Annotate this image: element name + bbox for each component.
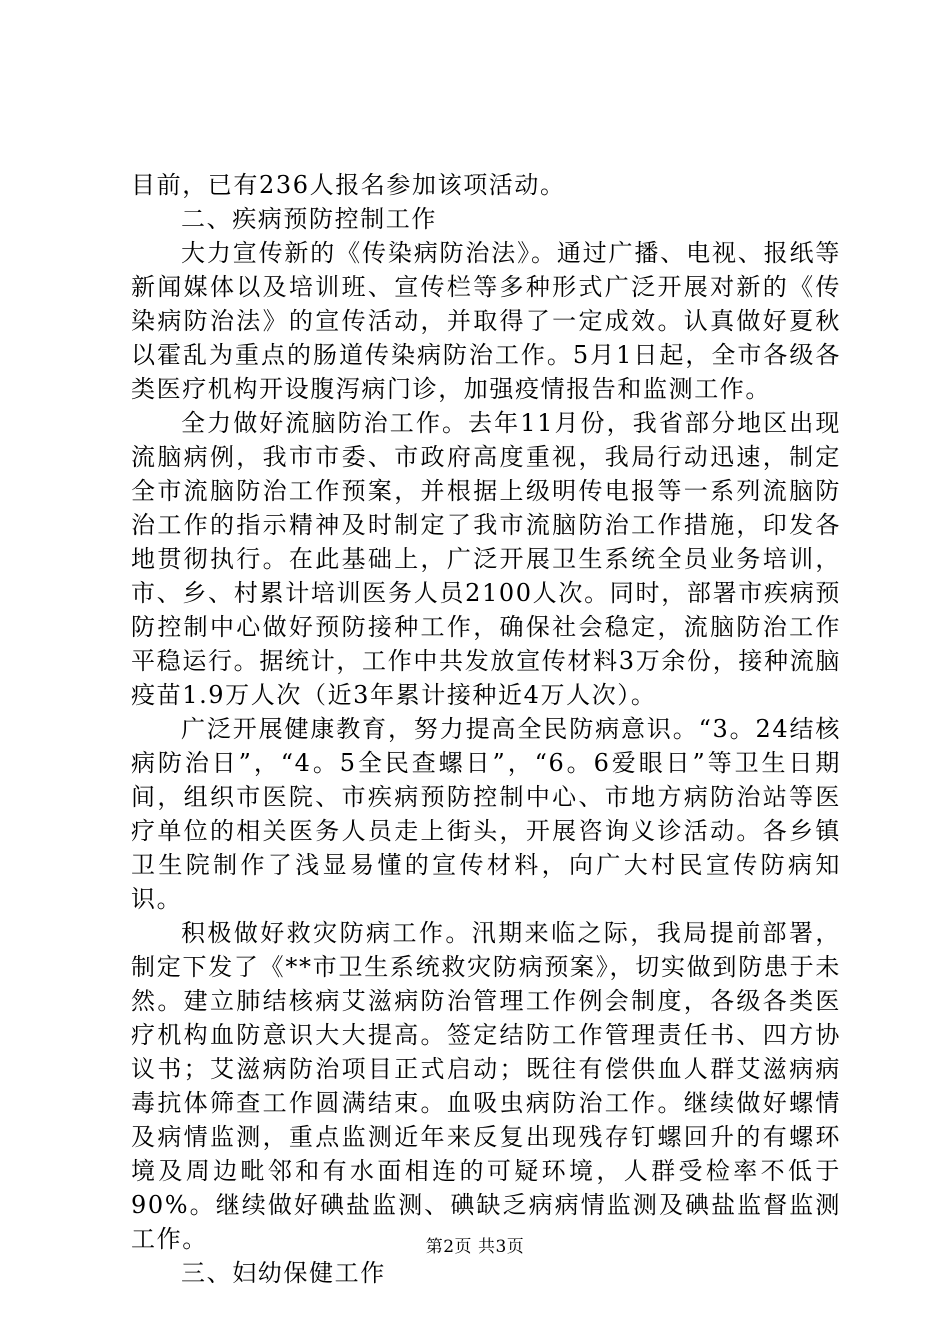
page-footer: 第2页 共3页 — [425, 1237, 525, 1257]
section-heading: 二、疾病预防控制工作 — [181, 205, 437, 233]
section-heading: 三、妇幼保健工作 — [181, 1259, 386, 1287]
body-text — [131, 168, 841, 1290]
paragraph: 目前，已有236人报名参加该项活动。 — [131, 171, 566, 199]
paragraph: 全力做好流脑防治工作。去年11月份，我省部分地区出现流脑病例，我市市委、市政府高度重视，我局行动迅速，制定全市流脑防治工作预案，并根据上级明传电报等一系列流脑防治工作的指示精神及时制定了我市流脑防治工作措施，印发各地贯彻执行。在此基础上，广泛开展卫生系统全员业务培训，市、乡、村累计培训医务人员2100人次。同时，部署市疾病预防控制中心做好预防接种工作，确保社会稳定，流脑防治工作平稳运行。据统计，工作中共发放宣传材料3万余份，接种流脑疫苗1.9万人次（近3年累计接种近4万人次）。 — [131, 409, 841, 709]
paragraph: 积极做好救灾防病工作。汛期来临之际，我局提前部署，制定下发了《**市卫生系统救灾防病预案》，切实做到防患于未然。建立肺结核病艾滋病防治管理工作例会制度，各级各类医疗机构血防意识大大提高。签定结防工作管理责任书、四方协议书；艾滋病防治项目正式启动；既往有偿供血人群艾滋病病毒抗体筛查工作圆满结束。血吸虫病防治工作。继续做好螺情及病情监测，重点监测近年来反复出现残存钉螺回升的有螺环境及周边毗邻和有水面相连的可疑环境，人群受检率不低于90%。继续做好碘盐监测、碘缺乏病病情监测及碘盐监督监测工作。 — [131, 919, 841, 1253]
paragraph: 大力宣传新的《传染病防治法》。通过广播、电视、报纸等新闻媒体以及培训班、宣传栏等多种形式广泛开展对新的《传染病防治法》的宣传活动，并取得了一定成效。认真做好夏秋以霍乱为重点的肠道传染病防治工作。5月1日起，全市各级各类医疗机构开设腹泻病门诊，加强疫情报告和监测工作。 — [131, 239, 841, 403]
paragraph: 广泛开展健康教育，努力提高全民防病意识。“3。24结核病防治日”，“4。5全民查螺日”，“6。6爱眼日”等卫生日期间，组织市医院、市疾病预防控制中心、市地方病防治站等医疗单位的相关医务人员走上街头，开展咨询义诊活动。各乡镇卫生院制作了浅显易懂的宣传材料，向广大村民宣传防病知识。 — [131, 715, 841, 913]
